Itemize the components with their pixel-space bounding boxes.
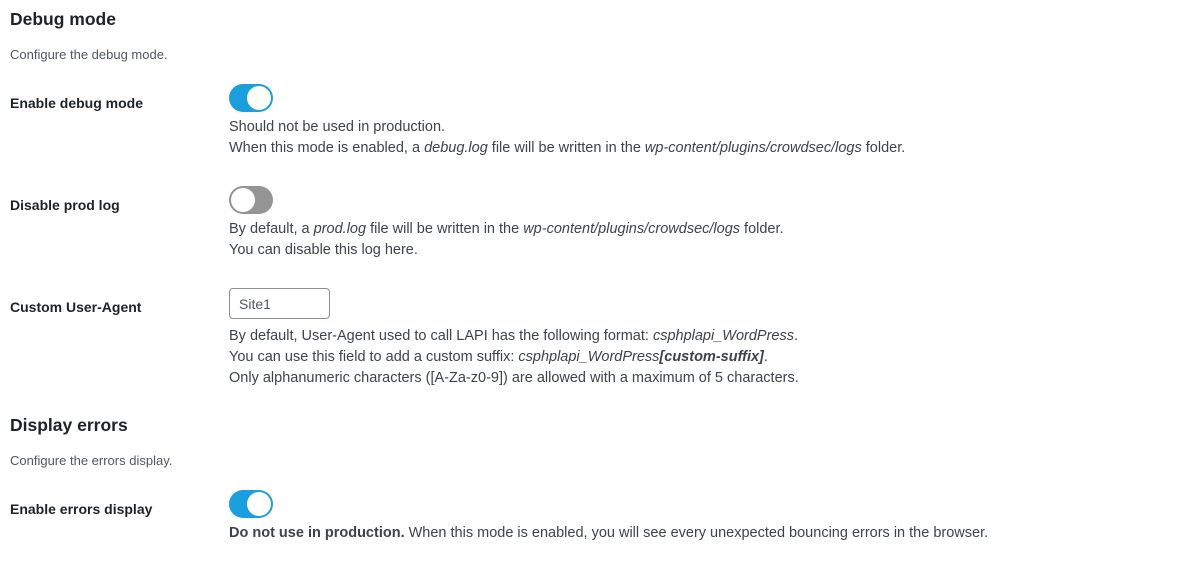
enable-debug-mode-content xyxy=(229,84,1190,159)
section-description-display-errors: Configure the errors display. xyxy=(10,453,173,468)
description-line: By default, User-Agent used to call LAPI has the following format: csphplapi_WordPress. xyxy=(229,328,799,344)
custom-user-agent-input[interactable] xyxy=(229,288,330,319)
section-description-debug-mode: Configure the debug mode. xyxy=(10,47,168,62)
custom-user-agent-description xyxy=(229,326,1190,389)
section-title-debug-mode: Debug mode xyxy=(10,9,116,29)
enable-debug-mode-label: Enable debug mode xyxy=(10,95,144,111)
disable-prod-log-description xyxy=(229,219,1190,261)
enable-errors-display-toggle[interactable] xyxy=(229,490,273,518)
description-line: When this mode is enabled, a debug.log file will be written in the wp-content/plugins/crowdsec/logs folder. xyxy=(229,140,906,156)
toggle-knob xyxy=(247,86,271,110)
disable-prod-log-label: Disable prod log xyxy=(10,197,120,213)
section-title-display-errors: Display errors xyxy=(10,415,128,435)
toggle-knob xyxy=(231,188,255,212)
custom-user-agent-label: Custom User-Agent xyxy=(10,299,142,315)
setting-row-enable-errors-display xyxy=(10,490,1190,544)
disable-prod-log-content xyxy=(229,186,1190,261)
description-line: Only alphanumeric characters ([A-Za-z0-9]) are allowed with a maximum of 5 characters. xyxy=(229,370,799,386)
setting-row-custom-user-agent xyxy=(10,288,1190,389)
description-line: You can use this field to add a custom suffix: csphplapi_WordPress[custom-suffix]. xyxy=(229,349,768,365)
display-errors-rows xyxy=(10,490,1190,544)
enable-debug-mode-toggle[interactable] xyxy=(229,84,273,112)
description-line: Do not use in production. When this mode is enabled, you will see every unexpected bouncing errors in the browser. xyxy=(229,525,989,541)
enable-errors-display-content xyxy=(229,490,1190,544)
description-line: You can disable this log here. xyxy=(229,242,418,258)
enable-errors-display-label: Enable errors display xyxy=(10,501,153,517)
setting-row-enable-debug-mode xyxy=(10,84,1190,159)
description-line: By default, a prod.log file will be written in the wp-content/plugins/crowdsec/logs folder. xyxy=(229,221,784,237)
setting-row-disable-prod-log xyxy=(10,186,1190,261)
disable-prod-log-toggle[interactable] xyxy=(229,186,273,214)
custom-user-agent-content xyxy=(229,288,1190,389)
toggle-knob xyxy=(247,492,271,516)
enable-debug-mode-description xyxy=(229,117,1190,159)
enable-errors-display-description xyxy=(229,523,1190,544)
debug-mode-rows xyxy=(10,84,1190,389)
description-line: Should not be used in production. xyxy=(229,119,446,135)
